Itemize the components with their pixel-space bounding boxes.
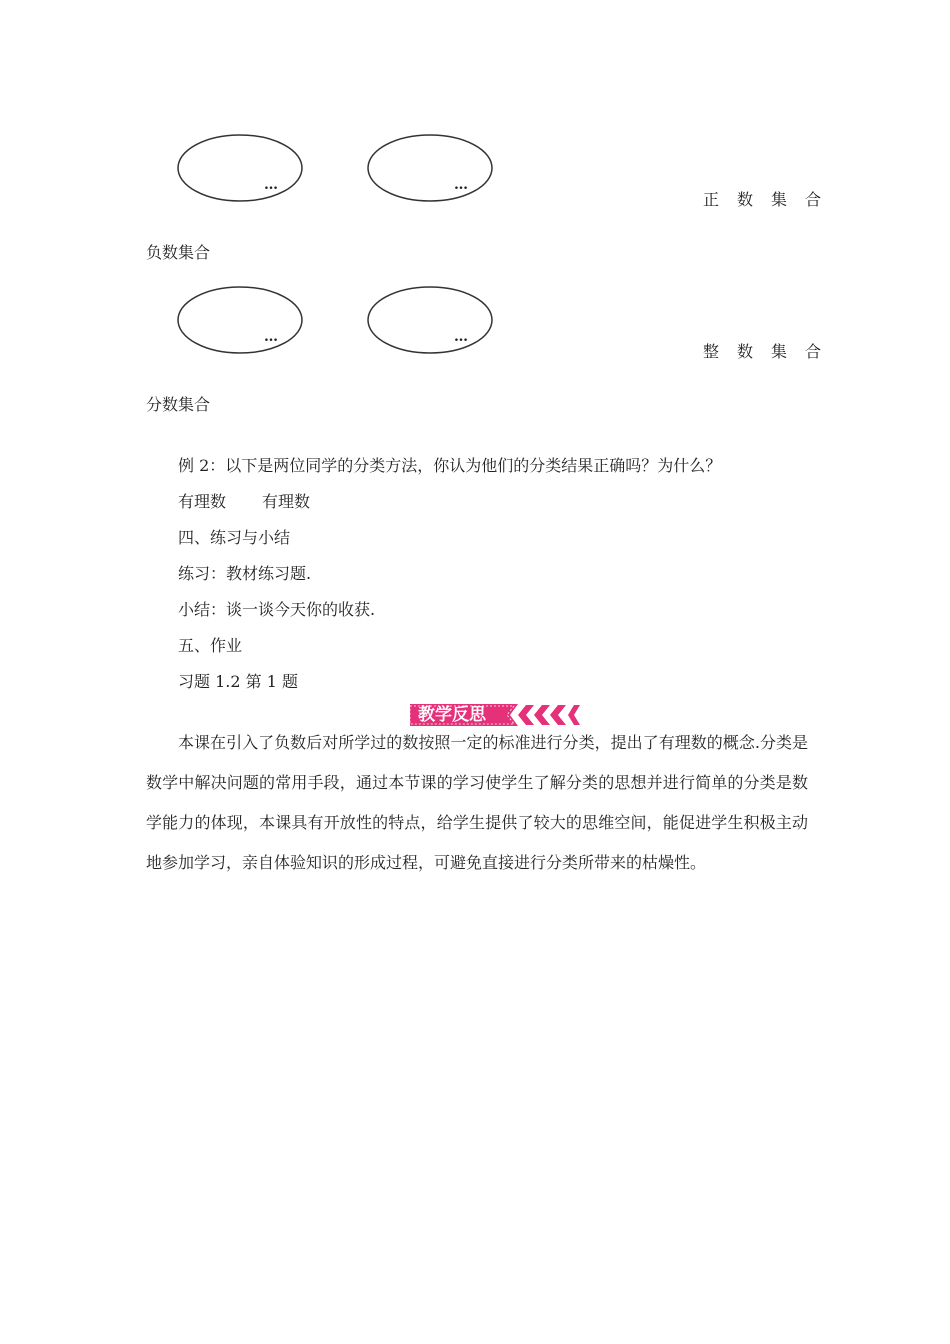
- homework-line: 习题 1.2 第 1 题: [178, 672, 298, 691]
- section-4-heading: 四、练习与小结: [178, 528, 291, 547]
- example-2-question: 例 2：以下是两位同学的分类方法，你认为他们的分类结果正确吗？为什么？: [178, 456, 722, 475]
- set-oval-4: [366, 285, 496, 357]
- set-oval-1: [176, 133, 306, 205]
- set-oval-2: [366, 133, 496, 205]
- positive-set-label: 正数集合: [703, 190, 840, 209]
- rational-label-b: 有理数: [262, 492, 311, 511]
- ellipsis-1: …: [264, 177, 278, 193]
- negative-set-label: 负数集合: [146, 243, 211, 262]
- summary-line: 小结：谈一谈今天你的收获.: [178, 600, 376, 619]
- ellipsis-2: …: [454, 177, 468, 193]
- integer-set-label: 整数集合: [703, 342, 840, 361]
- fraction-set-label: 分数集合: [146, 395, 211, 414]
- section-5-heading: 五、作业: [178, 636, 243, 655]
- banner-title: 教学反思: [418, 705, 486, 725]
- ellipsis-4: …: [454, 329, 468, 345]
- reflection-paragraph: 本课在引入了负数后对所学过的数按照一定的标准进行分类，提出了有理数的概念.分类是数学中解决问题的常用手段，通过本节课的学习使学生了解分类的思想并进行简单的分类是数学能力的体现，本课具有开放性的特点，给学生提供了较大的思维空间，能促进学生积极主动地参加学习，亲自体验知识的形成过程，可避免直接进行分类所带来的枯燥性。: [146, 733, 808, 872]
- set-oval-3: [176, 285, 306, 357]
- rational-label-a: 有理数: [178, 492, 227, 511]
- practice-line: 练习：教材练习题.: [178, 564, 312, 583]
- ellipsis-3: …: [264, 329, 278, 345]
